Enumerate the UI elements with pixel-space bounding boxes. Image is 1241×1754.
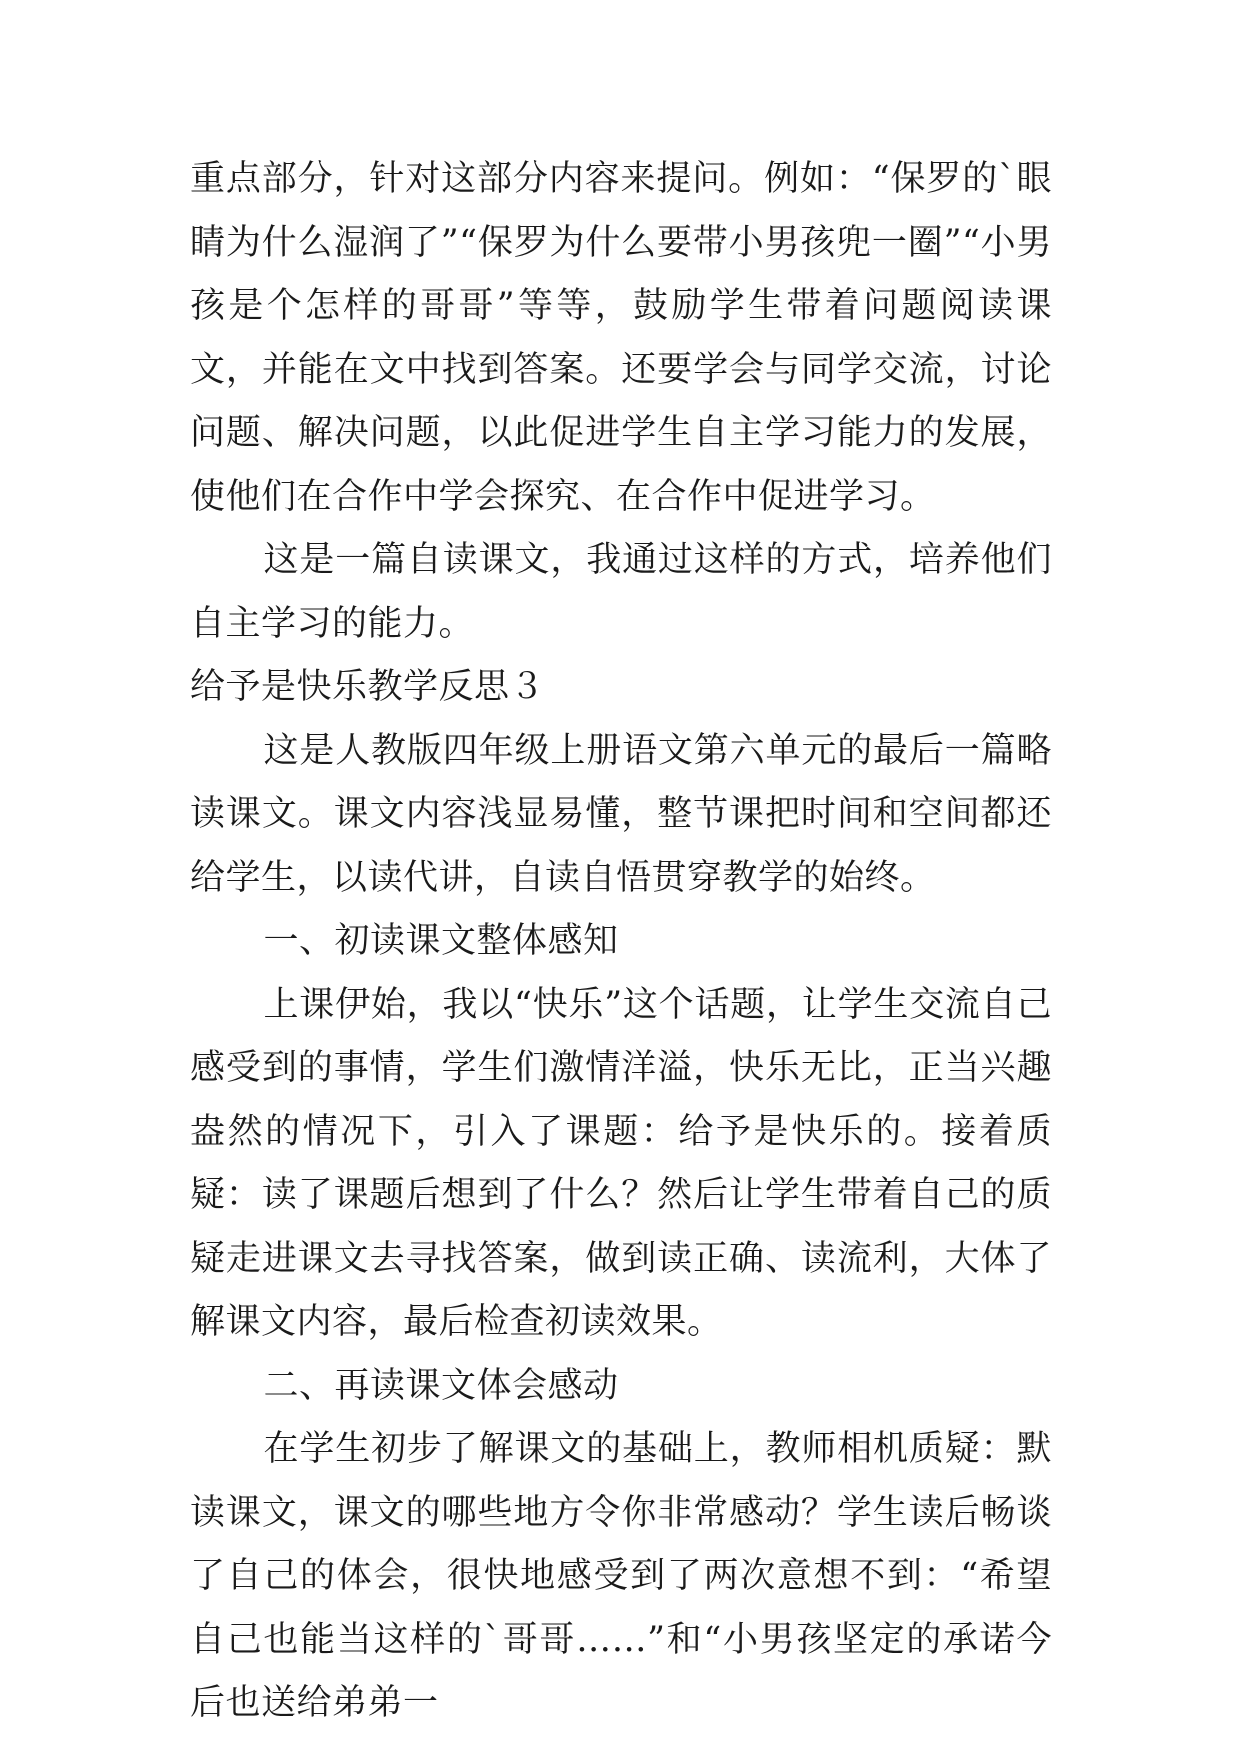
subheading-first-reading: 一、初读课文整体感知: [263, 921, 619, 961]
paragraph-second-reading: 在学生初步了解课文的基础上，教师相机质疑：默读课文，课文的哪些地方令你非常感动？学生读后畅谈了自己的体会，很快地感受到了两次意想不到：“希望自己也能当这样的`哥哥……”和“小男孩坚定的承诺今后也送给弟弟一: [190, 1429, 1052, 1723]
paragraph-intro: 这是人教版四年级上册语文第六单元的最后一篇略读课文。课文内容浅显易懂，整节课把时间和空间都还给学生，以读代讲，自读自悟贯穿教学的始终。: [190, 730, 1052, 898]
document-body: [190, 148, 1052, 1736]
section-heading: 给予是快乐教学反思３: [190, 667, 546, 707]
paragraph-first-reading: 上课伊始，我以“快乐”这个话题，让学生交流自己感受到的事情，学生们激情洋溢，快乐无比，正当兴趣盎然的情况下，引入了课题：给予是快乐的。接着质疑：读了课题后想到了什么？然后让学生带着自己的质疑走进课文去寻找答案，做到读正确、读流利，大体了解课文内容，最后检查初读效果。: [190, 984, 1052, 1342]
paragraph-self-reading-note: 这是一篇自读课文，我通过这样的方式，培养他们自主学习的能力。: [190, 540, 1052, 644]
paragraph-continued: 重点部分，针对这部分内容来提问。例如：“保罗的`眼睛为什么湿润了”“保罗为什么要带小男孩兜一圈”“小男孩是个怎样的哥哥”等等，鼓励学生带着问题阅读课文，并能在文中找到答案。还要学会与同学交流，讨论问题、解决问题，以此促进学生自主学习能力的发展，使他们在合作中学会探究、在合作中促进学习。: [190, 159, 1052, 517]
subheading-second-reading: 二、再读课文体会感动: [263, 1365, 619, 1406]
